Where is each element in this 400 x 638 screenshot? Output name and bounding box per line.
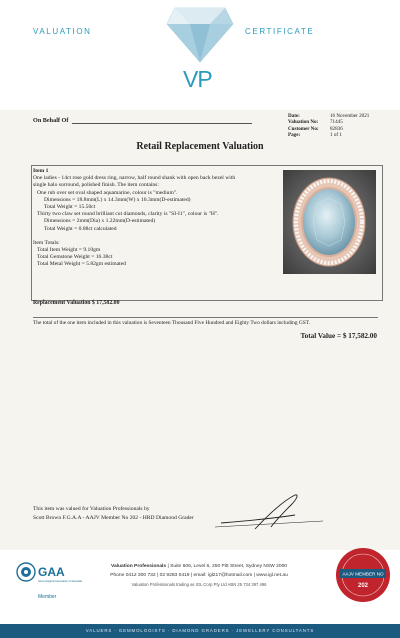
meta-row-customer-no: Customer No: 82836 <box>288 125 343 132</box>
document-title: Retail Replacement Valuation <box>136 141 264 152</box>
certificate-header <box>0 0 400 110</box>
meta-row-date: Date: 16 November 2021 <box>288 113 370 119</box>
stone-line: Dimensions = 18.8mm(L) x 14.3mm(W) x 10.3mm(D-estimated) <box>44 196 191 203</box>
gaa-logo-text: GAA <box>38 565 65 579</box>
seal-member-number: 202 <box>357 583 369 589</box>
valued-for-line: This item was valued for Valuation Professionals by <box>33 506 150 512</box>
stone-line: Total Weight = 15.50ct <box>44 204 96 211</box>
diamond-logo-icon <box>165 6 235 64</box>
seal-member-text: AAJV MEMBER NO <box>342 571 384 577</box>
gaa-member-label: Member <box>38 594 57 600</box>
item-totals-heading: Item Totals: <box>33 239 60 246</box>
valuation-statement: The total of the one item included in this valuation is Seventeen Thousand Five Hundred and Eighty Two dollars including GST. <box>33 317 378 326</box>
aajv-seal-icon <box>335 547 391 603</box>
ring-photo <box>283 170 376 274</box>
valuer-credentials: Scott Brown F.G.A.A - AAJV Member No 202 - HRD Diamond Grader <box>33 515 194 521</box>
header-left-word: VALUATION <box>33 27 92 36</box>
on-behalf-line <box>72 123 252 124</box>
footer-band-text: VALUERS · GEMMOLOGISTS · DIAMOND GRADERS · JEWELLERY CONSULTANTS <box>85 628 315 633</box>
total-value: Total Value = $ 17,582.00 <box>300 332 377 340</box>
item-total-line: Total Item Weight = 9.10gm <box>37 247 101 254</box>
item-description <box>33 168 285 269</box>
company-name: Valuation Professionals <box>110 564 167 569</box>
on-behalf-label: On Behalf Of <box>33 117 69 124</box>
valuer-signature <box>215 493 325 533</box>
stone-line: Dimensions = 2mm(Dia) x 1.22mm(D-estimated) <box>44 218 156 225</box>
company-contact <box>86 562 312 589</box>
gaa-subtitle: Gemmological Association of Australia <box>38 580 82 583</box>
meta-row-page: Page: 1 of 1 <box>288 132 342 139</box>
company-abn-line: Valuation Professionals trading as IGL Corp Pty Ltd ABN 25 734 397 496 <box>131 582 267 587</box>
item-heading: Item 1 <box>33 168 49 174</box>
item-line: One ladies - 14ct rose gold dress ring, narrow, half round shank with open back bezel with <box>33 175 236 182</box>
stone-line: Thirty two claw set round brilliant cut diamonds, clarity is "SI-I1", colour is "H". <box>37 211 219 218</box>
meta-row-valuation-no: Valuation No: 71445 <box>288 119 343 126</box>
company-address: | Suite 606, Level 6, 250 Pitt Street, Sydney NSW 2000 <box>166 564 288 569</box>
vp-logo-text: VP <box>183 66 212 92</box>
company-phone-line: Phone 0412 300 732 | 02 9283 0419 | email: igl217@hotmail.com | www.igl.net.au <box>110 573 288 578</box>
item-line: single halo surround, polished finish. The item contains: <box>33 182 159 189</box>
item-total-line: Total Metal Weight = 5.82gm estimated <box>37 261 126 268</box>
gaa-logo-icon <box>16 562 36 582</box>
header-right-word: CERTIFICATE <box>245 27 315 36</box>
stone-line: One rub over set oval shaped aquamarine, colour is "medium". <box>37 189 178 196</box>
certificate-meta <box>288 113 369 139</box>
item-total-line: Total Gemstone Weight = 16.38ct <box>37 254 113 261</box>
replacement-valuation: Replacement Valuation $ 17,582.00 <box>33 300 120 306</box>
stone-line: Total Weight = 0.88ct calculated <box>44 225 117 232</box>
